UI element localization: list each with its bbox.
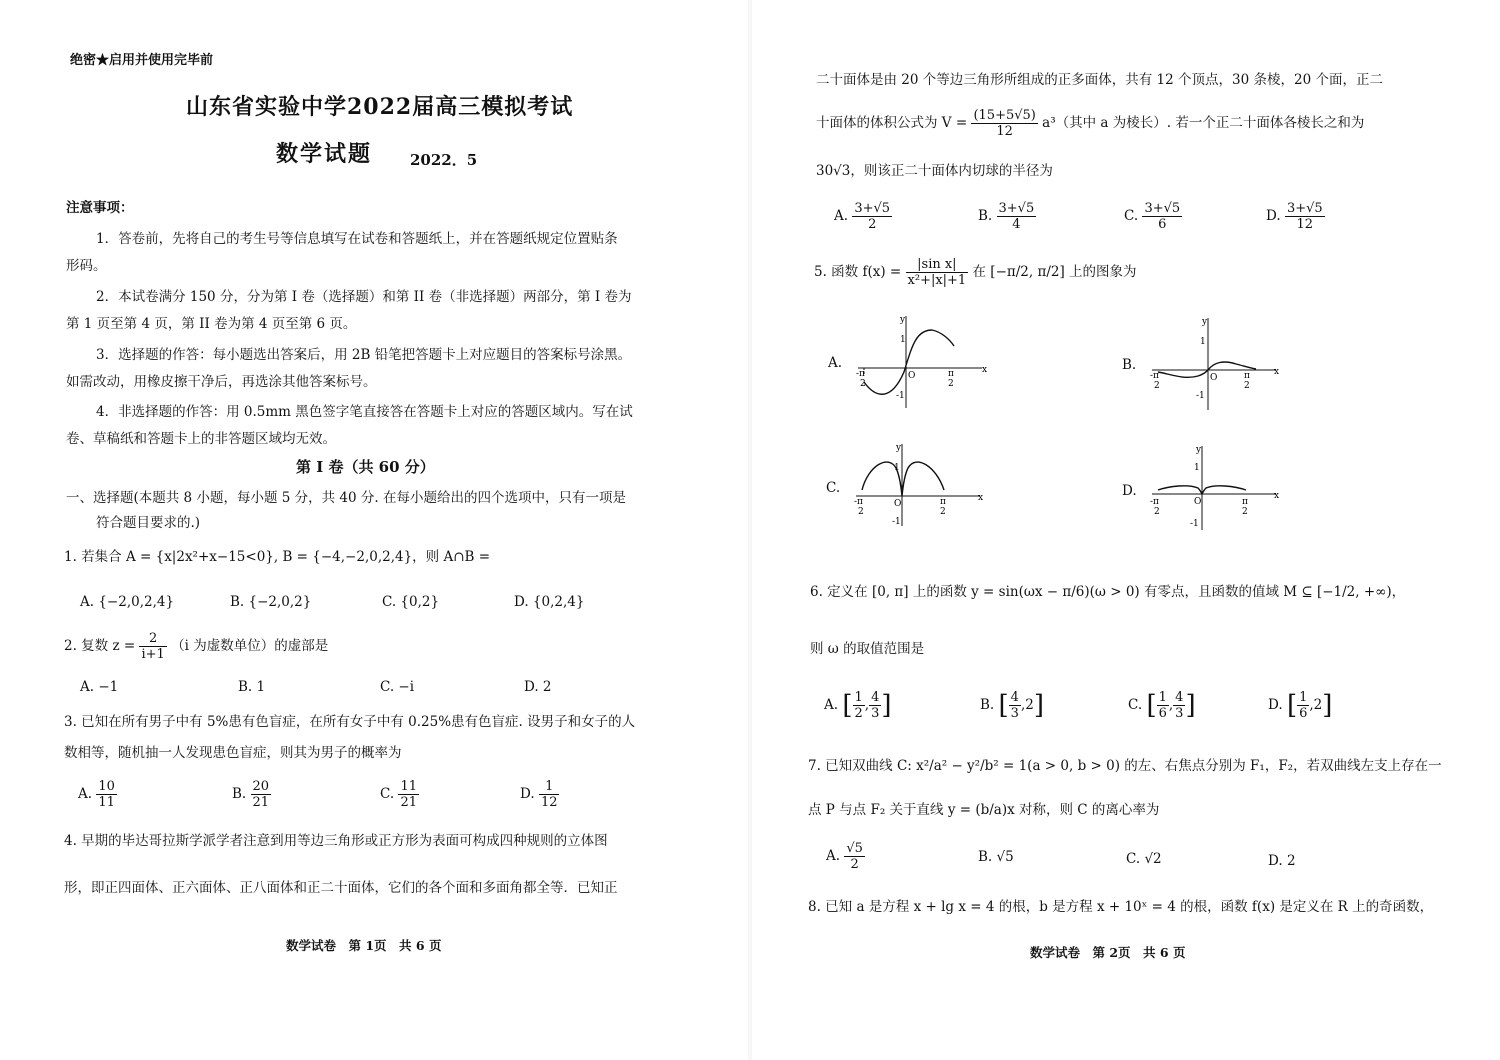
q1-option-a: A. {−2,0,2,4} [80, 594, 175, 610]
question-8-stem: 8. 已知 a 是方程 x + lg x = 4 的根，b 是方程 x + 10ˣ = 4 的根，函数 f(x) 是定义在 R 上的奇函数， [808, 899, 1434, 915]
q6-option-b: B. [ $\frac{4}{3}$ ,2] [980, 690, 1044, 721]
q2-option-a: A. −1 [80, 679, 119, 695]
numerator: 1 [539, 779, 560, 795]
page-footer: 数学试卷 第 2页 共 6 页 [1030, 945, 1186, 960]
graph-a-letter: A. [828, 355, 843, 371]
x-label: x [1274, 491, 1280, 501]
q4-c-fraction [1142, 201, 1182, 232]
q5-fraction [906, 257, 969, 288]
denominator: 3 [1010, 706, 1019, 721]
q4-b-fraction [997, 201, 1037, 232]
two-label: 2 [1154, 381, 1160, 391]
question-4-stem-cont: 形，即正四面体、正六面体、正八面体和正二十面体，它们的各个面和多面角都全等．已知正 [64, 880, 618, 896]
graph-b-letter: B. [1122, 357, 1137, 373]
question-5-stem [814, 254, 1137, 290]
y-label: y [1196, 445, 1202, 455]
neg-one-label: -1 [892, 517, 901, 527]
numerator: √5 [846, 841, 863, 856]
numerator: 11 [400, 779, 417, 794]
q3-option-b [232, 774, 271, 814]
question-3-stem: 3. 已知在所有男子中有 5%患有色盲症，在所有女子中有 0.25%患有色盲症. 设男子和女子的人 [64, 714, 636, 730]
q1-option-d: D. {0,2,4} [514, 594, 585, 610]
graph-c-letter: C. [826, 480, 841, 496]
option-letter: B. [978, 849, 993, 865]
q7-a-fraction [844, 841, 865, 872]
numerator: 3+√5 [1144, 201, 1181, 216]
question-7-stem: 7. 已知双曲线 C: x²/a² − y²/b² = 1(a > 0, b > 0) 的左、右焦点分别为 F₁，F₂，若双曲线左支上存在一 [808, 758, 1442, 774]
graph-a [850, 312, 990, 412]
denominator: x²+|x|+1 [907, 273, 967, 288]
option-letter: C. [1128, 697, 1143, 713]
question-6-stem: 6. 定义在 [0, π] 上的函数 y = sin(ωx − π/6)(ω > 0) 有零点，且函数的值域 M ⊆ [−1/2, +∞)， [810, 584, 1406, 600]
q3-c-fraction [398, 779, 419, 810]
section-title: 第 I 卷（共 60 分） [296, 458, 435, 476]
option-letter: B. [980, 697, 995, 713]
denominator: 2 [850, 857, 859, 872]
option-letter: D. [520, 786, 535, 802]
numerator: 3+√5 [998, 201, 1035, 216]
numerator: 4 [1175, 690, 1184, 705]
question-4-stem: 4. 早期的毕达哥拉斯学派学者注意到用等边三角形或正方形为表面可构成四种规则的立体图 [64, 833, 608, 849]
two-label: 2 [1242, 507, 1248, 517]
note-line: 第 1 页至第 4 页，第 II 卷为第 4 页至第 6 页。 [66, 316, 357, 332]
interval-right: 2 [1313, 697, 1323, 713]
note-line: 1．答卷前，先将自己的考生号等信息填写在试卷和答题纸上，并在答题纸规定位置贴条 [96, 231, 618, 247]
q2-option-b: B. 1 [238, 679, 266, 695]
note-line: 4．非选择题的作答：用 0.5mm 黑色签字笔直接答在答题卡上对应的答题区域内。写在试 [96, 404, 633, 420]
option-letter: A. [824, 697, 839, 713]
secret-label: 绝密★启用并使用完毕前 [70, 53, 214, 68]
numerator: 1 [1299, 690, 1308, 705]
graph-curve [862, 462, 944, 496]
q4-option-d [1266, 196, 1325, 236]
denominator: 12 [540, 795, 558, 810]
question-6-stem-cont: 则 ω 的取值范围是 [810, 641, 925, 657]
q5-prefix: 5. 函数 f(x) = [814, 264, 902, 280]
q3-option-d [520, 774, 559, 814]
option-letter: D. [1266, 208, 1281, 224]
interval-left [1009, 690, 1021, 721]
q4-option-b [978, 196, 1036, 236]
neg-one-label: -1 [1190, 519, 1199, 529]
interval-left [853, 690, 865, 721]
q2-option-d: D. 2 [524, 679, 552, 695]
denominator: 11 [98, 795, 115, 810]
neg-pi-label: -π [856, 369, 865, 379]
denominator: 3 [871, 706, 880, 721]
subject-title: 数学试题 [276, 141, 373, 167]
option-letter: C. [1126, 851, 1141, 867]
question-1-stem: 1. 若集合 A = {x|2x²+x−15<0}, B = {−4,−2,0,2,4}，则 A∩B = [64, 549, 491, 565]
q4-volume-suffix: a³（其中 a 为棱长）. 若一个正二十面体各棱长之和为 [1042, 115, 1365, 131]
question-4-continued: 二十面体是由 20 个等边三角形所组成的正多面体，共有 12 个顶点，30 条棱，20 个面，正二 [816, 72, 1383, 88]
question-4-volume-line [816, 106, 1364, 140]
neg-pi-label: -π [1150, 497, 1159, 507]
denominator: 6 [1299, 706, 1308, 721]
q2-denominator: i+1 [141, 647, 165, 662]
q3-d-fraction [539, 779, 560, 810]
denominator: 2 [868, 217, 877, 232]
x-label: x [978, 493, 984, 503]
question-3-stem-cont: 数相等，随机抽一人发现患色盲症，则其为男子的概率为 [64, 745, 402, 761]
numerator: 4 [1010, 690, 1019, 705]
question-4-continued-2: 30√3，则该正二十面体内切球的半径为 [816, 163, 1053, 179]
y-label: y [896, 443, 902, 453]
denominator: 6 [1158, 706, 1167, 721]
q4-volume-fraction [971, 108, 1037, 139]
q2-prefix: 2. 复数 z = [64, 638, 136, 654]
pi-label: π [1244, 371, 1250, 381]
question-7-stem-cont: 点 P 与点 F₂ 关于直线 y = (b/a)x 对称，则 C 的离心率为 [808, 802, 1160, 818]
interval-right [869, 690, 881, 721]
q4-volume-prefix: 十面体的体积公式为 V = [816, 115, 968, 131]
q4-option-a [834, 196, 892, 236]
option-letter: B. [232, 786, 247, 802]
numerator: |sin x| [906, 257, 969, 273]
two-label: 2 [1244, 381, 1250, 391]
numerator: 3+√5 [854, 201, 891, 216]
exam-date: 2022．5 [410, 151, 478, 169]
option-letter: B. [978, 208, 993, 224]
part1-instructions-cont: 符合题目要求的.) [96, 515, 201, 531]
denominator: 4 [1012, 217, 1021, 232]
interval-left [1157, 690, 1169, 721]
one-label: 1 [900, 335, 906, 345]
option-letter: D. [1268, 853, 1283, 869]
origin-label: O [1210, 373, 1218, 383]
interval-right [1173, 690, 1185, 721]
origin-label: O [1194, 497, 1202, 507]
one-label: 1 [894, 463, 900, 473]
numerator: 1 [1158, 690, 1167, 705]
two-label: 2 [1154, 507, 1160, 517]
note-line: 卷、草稿纸和答题卡上的非答题区域均无效。 [66, 431, 336, 447]
pi-label: π [1242, 497, 1248, 507]
numerator: 20 [252, 779, 270, 794]
numerator: 3+√5 [1286, 201, 1323, 216]
notes-heading: 注意事项： [66, 200, 134, 216]
q4-option-c [1124, 196, 1182, 236]
pi-label: π [948, 369, 954, 379]
numerator: 10 [98, 779, 115, 794]
note-line: 形码。 [66, 258, 107, 274]
right-page [750, 0, 1500, 1060]
q2-numerator: 2 [139, 631, 166, 647]
school-title: 山东省实验中学2022届高三模拟考试 [186, 94, 574, 120]
two-label: 2 [948, 379, 954, 389]
q1-option-c: C. {0,2} [382, 594, 440, 610]
neg-one-label: -1 [1196, 391, 1205, 401]
option-value: √5 [996, 849, 1014, 865]
two-label: 2 [940, 507, 946, 517]
denominator: 2 [854, 706, 863, 721]
denominator: 6 [1158, 217, 1167, 232]
option-letter: C. [1124, 208, 1139, 224]
q3-b-fraction [251, 779, 272, 810]
two-label: 2 [860, 379, 866, 389]
numerator: 4 [871, 690, 880, 705]
x-label: x [1274, 367, 1280, 377]
note-line: 2．本试卷满分 150 分，分为第 I 卷（选择题）和第 II 卷（非选择题）两部分，第 I 卷为 [96, 289, 632, 305]
neg-pi-label: -π [1150, 371, 1159, 381]
numerator: 1 [854, 690, 863, 705]
neg-one-label: -1 [896, 391, 905, 401]
option-value: 2 [1286, 853, 1296, 869]
numerator: (15+5√5) [973, 108, 1036, 123]
option-value: √2 [1144, 851, 1162, 867]
y-label: y [1202, 317, 1208, 327]
option-letter: A. [826, 848, 841, 864]
option-letter: A. [834, 208, 849, 224]
q4-a-fraction [852, 201, 892, 232]
denominator: 3 [1175, 706, 1184, 721]
q3-option-a [78, 774, 117, 814]
option-letter: C. [380, 786, 395, 802]
graph-curve [864, 330, 954, 394]
graph-d-letter: D. [1122, 483, 1137, 499]
part1-instructions: 一、选择题(本题共 8 小题，每小题 5 分，共 40 分. 在每小题给出的四个选项中，只有一项是 [66, 490, 626, 506]
q1-option-b: B. {−2,0,2} [230, 594, 312, 610]
one-label: 1 [1194, 463, 1200, 473]
two-label: 2 [858, 507, 864, 517]
q3-option-c [380, 774, 419, 814]
x-label: x [982, 365, 988, 375]
option-letter: A. [78, 786, 93, 802]
one-label: 1 [1200, 337, 1206, 347]
y-label: y [900, 315, 906, 325]
q2-option-c: C. −i [380, 679, 415, 695]
q7-option-b [978, 848, 1014, 866]
q5-suffix: 在 [−π/2, π/2] 上的图象为 [972, 264, 1137, 280]
q2-fraction [139, 631, 166, 662]
question-2-stem [64, 629, 328, 663]
graph-c [848, 440, 988, 530]
q2-suffix: （i 为虚数单位）的虚部是 [171, 638, 329, 654]
q6-option-a: A. [ $\frac{1}{2}$ , $\frac{4}{3}$ ] [824, 690, 892, 721]
note-line: 3．选择题的作答：每小题选出答案后，用 2B 铅笔把答题卡上对应题目的答案标号涂黑。 [96, 347, 632, 363]
interval-left [1297, 690, 1309, 721]
q6-option-d: D. [ $\frac{1}{6}$ ,2] [1268, 690, 1333, 721]
note-line: 如需改动，用橡皮擦干净后，再选涂其他答案标号。 [66, 374, 377, 390]
q7-option-d [1268, 852, 1296, 870]
graph-d [1144, 442, 1284, 534]
q3-a-fraction [96, 779, 117, 810]
option-letter: D. [1268, 697, 1283, 713]
q4-d-fraction [1285, 201, 1325, 232]
pi-label: π [940, 497, 946, 507]
origin-label: O [908, 371, 916, 381]
denominator: 12 [996, 124, 1013, 139]
origin-label: O [894, 499, 902, 509]
denominator: 21 [252, 795, 270, 810]
denominator: 21 [400, 795, 417, 810]
denominator: 12 [1296, 217, 1314, 232]
q6-option-c: C. [ $\frac{1}{6}$ , $\frac{4}{3}$ ] [1128, 690, 1196, 721]
interval-right: 2 [1025, 697, 1034, 713]
page-footer: 数学试卷 第 1页 共 6 页 [286, 938, 442, 953]
q7-option-c [1126, 850, 1162, 868]
neg-pi-label: -π [854, 497, 863, 507]
q7-option-a [826, 836, 865, 876]
graph-b [1144, 314, 1284, 414]
